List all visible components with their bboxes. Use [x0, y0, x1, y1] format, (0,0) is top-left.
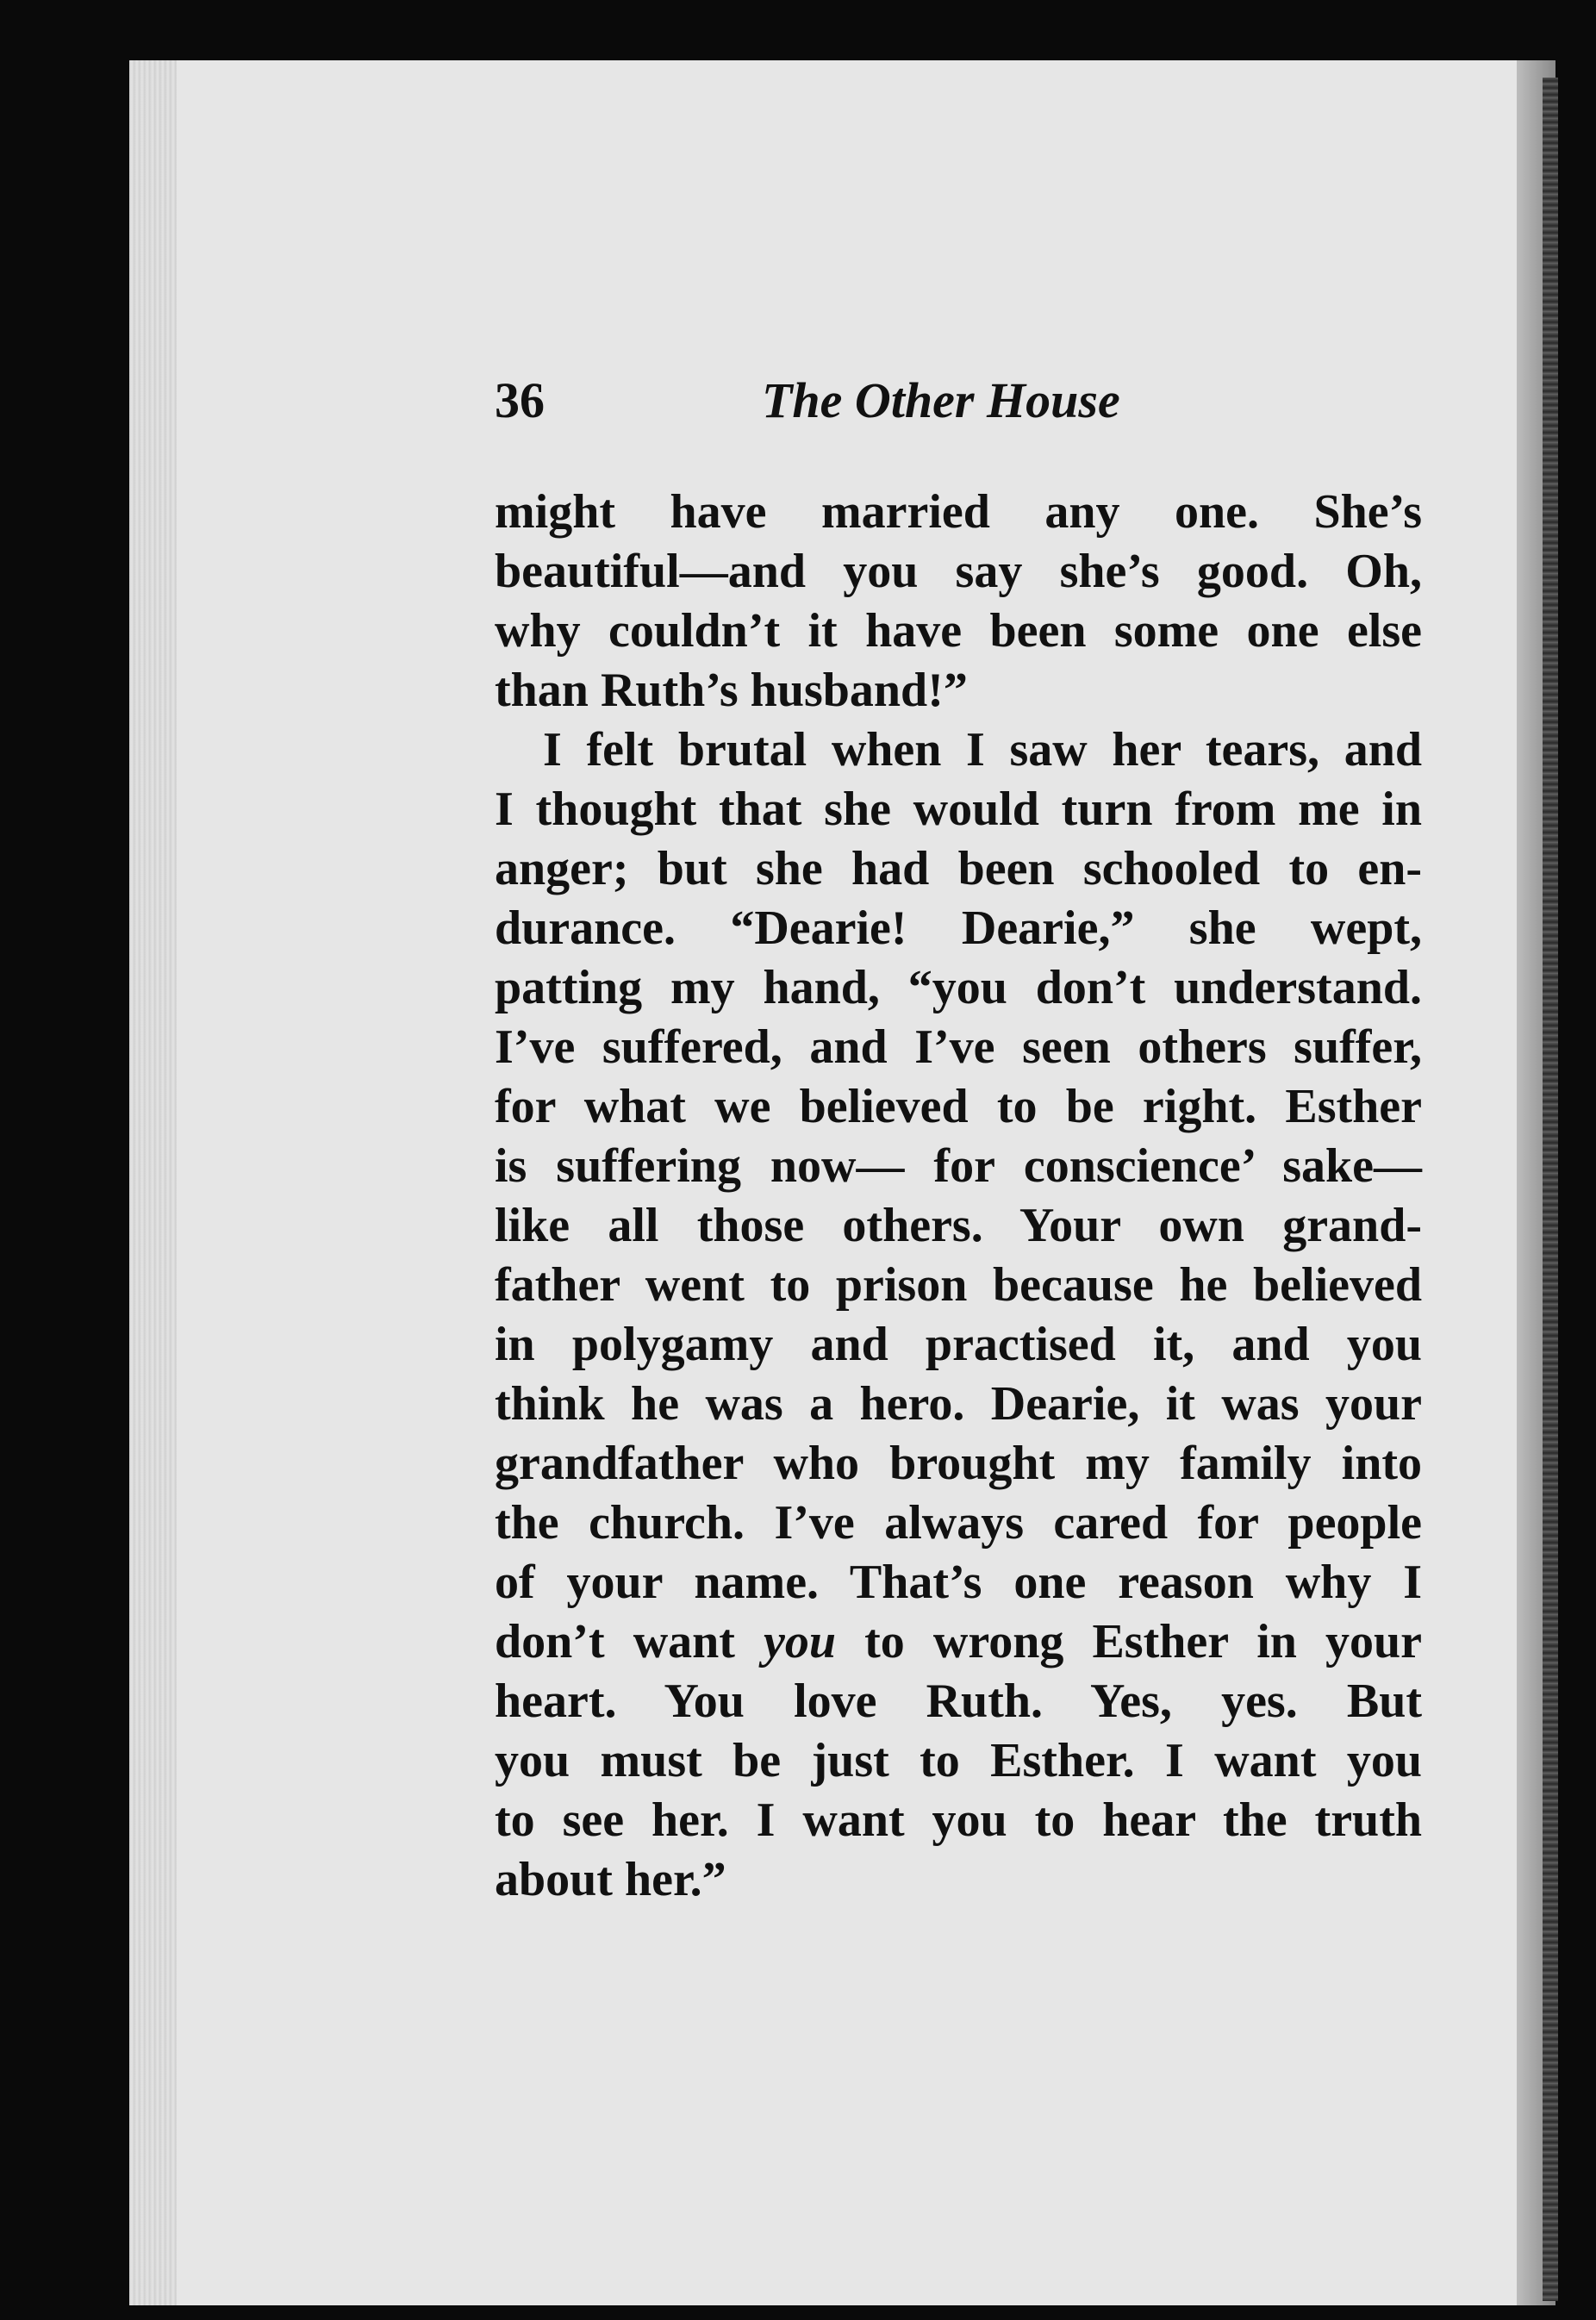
text-line: of your name. That’s one reason why I — [495, 1556, 1422, 1609]
body-text — [495, 483, 1422, 1910]
text-line: why couldn’t it have been some one else — [495, 604, 1422, 658]
text-segment: don’t want — [495, 1615, 764, 1668]
text-line: patting my hand, “you don’t understand. — [495, 961, 1422, 1014]
running-header — [495, 366, 1425, 435]
paragraph-2 — [495, 720, 1422, 1910]
text-line: I thought that she would turn from me in — [495, 783, 1422, 836]
text-line — [495, 1612, 1422, 1672]
text-line: like all those others. Your own grand- — [495, 1199, 1422, 1252]
text-line: durance. “Dearie! Dearie,” she wept, — [495, 901, 1422, 955]
text-line: in polygamy and practised it, and you — [495, 1318, 1422, 1371]
text-line: anger; but she had been schooled to en- — [495, 842, 1422, 895]
book-fore-edge — [1543, 78, 1558, 2301]
text-line: grandfather who brought my family into — [495, 1437, 1422, 1490]
text-line: heart. You love Ruth. Yes, yes. But — [495, 1675, 1422, 1728]
text-line: I felt brutal when I saw her tears, and — [543, 723, 1422, 776]
text-line: than Ruth’s husband!” — [495, 664, 968, 717]
text-line: the church. I’ve always cared for people — [495, 1496, 1422, 1550]
paragraph-1 — [495, 483, 1422, 720]
running-title: The Other House — [762, 372, 1120, 428]
page-number: 36 — [495, 372, 545, 428]
text-line: beautiful—and you say she’s good. Oh, — [495, 545, 1422, 598]
page-gutter — [129, 60, 177, 2305]
text-line: is suffering now— for conscience’ sake— — [495, 1139, 1422, 1193]
text-line: might have married any one. She’s — [495, 485, 1422, 539]
text-line: father went to prison because he believed — [495, 1258, 1422, 1312]
text-segment: to wrong Esther in your — [836, 1615, 1423, 1668]
text-line: about her.” — [495, 1853, 726, 1906]
text-line: for what we believed to be right. Esther — [495, 1080, 1422, 1133]
text-line: to see her. I want you to hear the truth — [495, 1793, 1422, 1847]
emphasized-word: you — [764, 1615, 837, 1668]
text-line: I’ve suffered, and I’ve seen others suffer, — [495, 1020, 1422, 1074]
text-line: think he was a hero. Dearie, it was your — [495, 1377, 1422, 1431]
text-line: you must be just to Esther. I want you — [495, 1734, 1422, 1787]
